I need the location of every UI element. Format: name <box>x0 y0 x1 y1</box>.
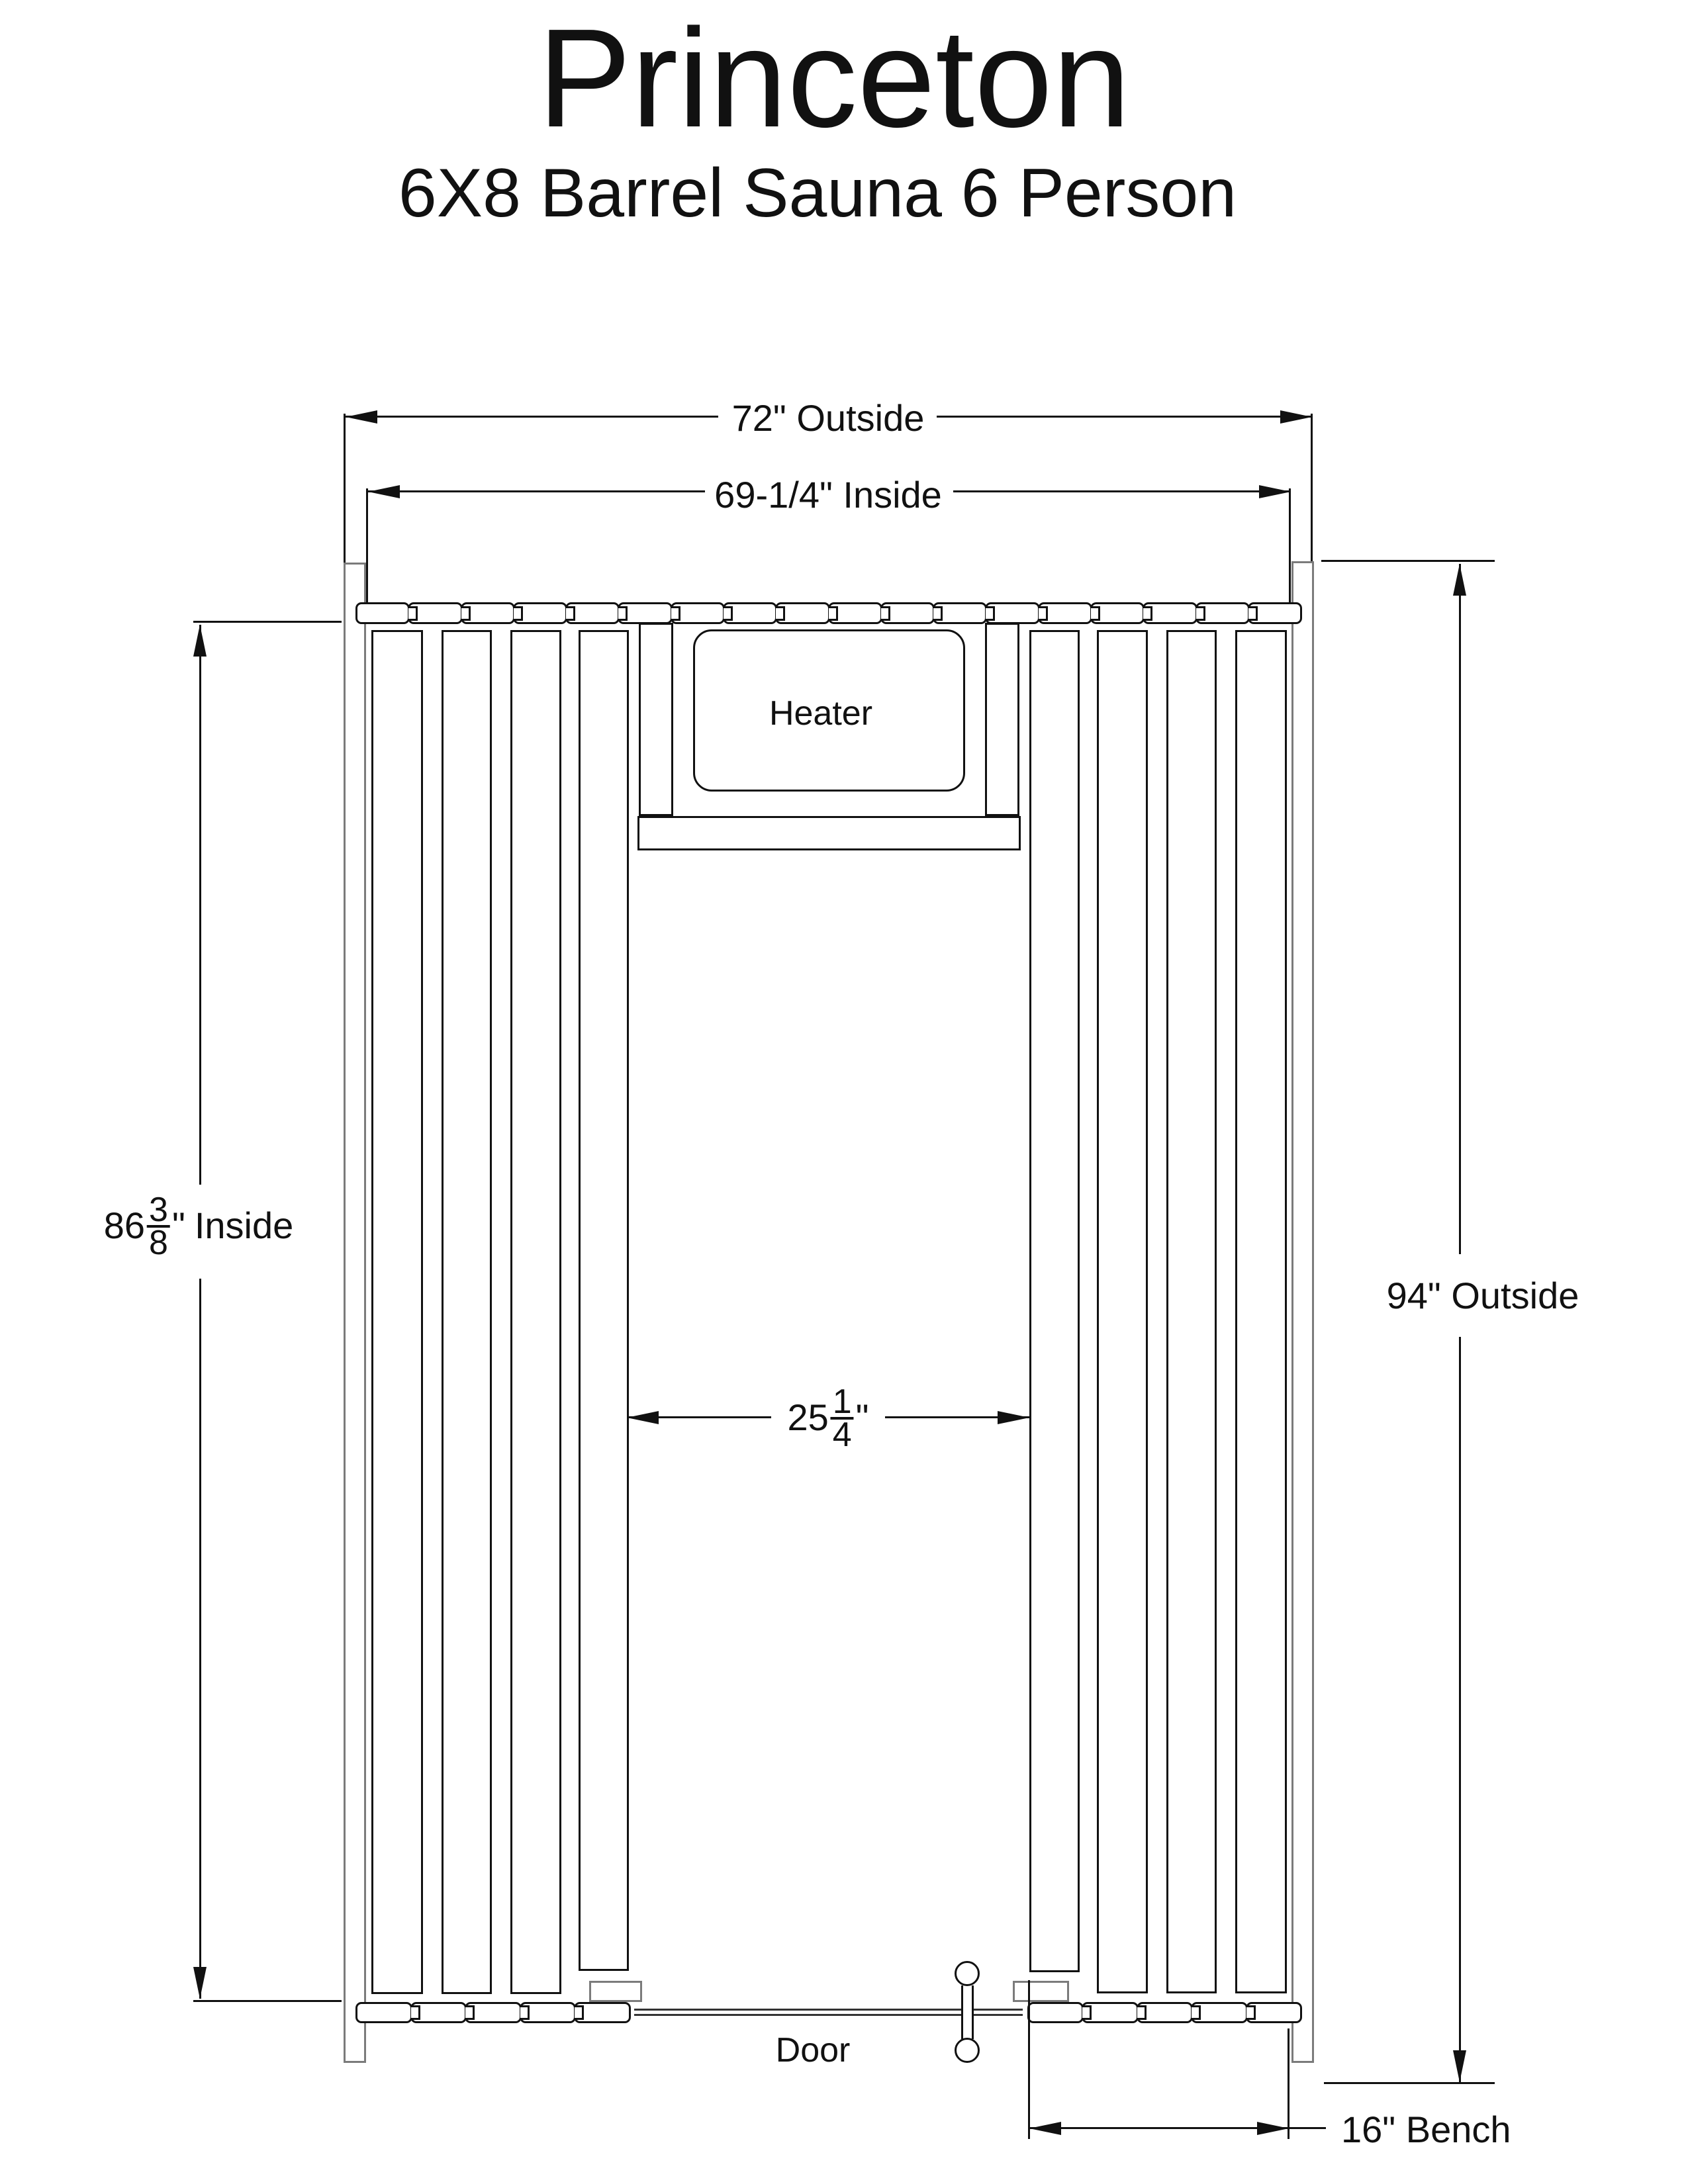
arrowhead-left-icon <box>627 1411 659 1424</box>
stave-joint-notch <box>881 606 890 621</box>
extension-line-outside-width-left <box>344 414 346 563</box>
door-jamb-block-right <box>1013 1981 1069 2002</box>
stave <box>1090 602 1145 624</box>
stave <box>408 602 462 624</box>
stave-band-bottom-left-wall <box>355 2002 631 2023</box>
stave <box>1246 2002 1302 2023</box>
stave-band-top-wall <box>355 602 1302 624</box>
heater-platform <box>637 816 1021 850</box>
fraction-denominator: 4 <box>832 1416 852 1454</box>
stave-joint-notch <box>1248 606 1258 621</box>
arrowhead-left-icon <box>368 485 400 498</box>
stave <box>1082 2002 1138 2023</box>
stave-joint-notch <box>408 606 418 621</box>
inside-height-suffix: Inside <box>194 1204 294 1246</box>
stave-joint-notch <box>1082 2005 1092 2020</box>
stave <box>1137 2002 1193 2023</box>
stave <box>1191 2002 1247 2023</box>
stave <box>1196 602 1250 624</box>
stave-joint-notch <box>566 606 575 621</box>
extension-line-inside-height-bottom <box>193 2000 342 2002</box>
dimension-line-inside-height-bottom <box>199 1279 201 1999</box>
stave-joint-notch <box>1192 2005 1201 2020</box>
stave <box>1143 602 1197 624</box>
stave <box>618 602 672 624</box>
dimension-line-outside-width-left <box>346 416 718 418</box>
bench-plank <box>1097 630 1148 1993</box>
stave-joint-notch <box>1137 2005 1147 2020</box>
heater-label: Heater <box>769 694 873 733</box>
stave <box>520 2002 577 2023</box>
stave-joint-notch <box>671 606 680 621</box>
arrowhead-right-icon <box>1280 410 1312 424</box>
right-wall-strip <box>1291 561 1314 2063</box>
bench-plank <box>442 630 492 1994</box>
bench-plank <box>371 630 423 1994</box>
arrowhead-up-icon <box>193 625 207 657</box>
stave <box>1027 2002 1084 2023</box>
stave <box>985 602 1039 624</box>
stave-joint-notch <box>1143 606 1152 621</box>
stave-joint-notch <box>514 606 523 621</box>
stave <box>465 2002 522 2023</box>
aisle-width-dimension-label <box>780 1383 875 1454</box>
fraction-numerator: 3 <box>147 1195 170 1228</box>
dimension-line-inside-height-top <box>199 625 201 1185</box>
stave-joint-notch <box>1196 606 1205 621</box>
stave <box>723 602 777 624</box>
aisle-fraction <box>831 1383 854 1454</box>
stave-joint-notch <box>776 606 785 621</box>
aisle-whole: 25 <box>787 1396 829 1438</box>
door-handle-bar <box>961 1985 974 2039</box>
stave-joint-notch <box>465 2005 475 2020</box>
stave <box>410 2002 467 2023</box>
outside-height-dimension-label: 94" Outside <box>1380 1275 1586 1317</box>
stave-joint-notch <box>575 2005 584 2020</box>
outside-width-dimension-label: 72" Outside <box>726 397 931 439</box>
extension-line-outside-height-bottom <box>1324 2082 1495 2084</box>
stave-joint-notch <box>986 606 995 621</box>
heater-support-post-left <box>639 623 673 816</box>
inch-mark: " <box>855 1396 869 1438</box>
stave <box>880 602 935 624</box>
stave <box>513 602 567 624</box>
stave-joint-notch <box>1246 2005 1256 2020</box>
inside-width-dimension-label: 69-1/4" Inside <box>708 474 949 516</box>
arrowhead-left-icon <box>346 410 377 424</box>
extension-line-outside-width-right <box>1311 414 1313 563</box>
arrowhead-right-icon <box>1257 2122 1289 2135</box>
door-jamb-block-left <box>589 1981 642 2002</box>
left-wall-strip <box>344 563 366 2063</box>
stave-joint-notch <box>933 606 943 621</box>
bench-depth-dimension-label: 16" Bench <box>1341 2108 1511 2150</box>
fraction-numerator: 1 <box>831 1387 854 1420</box>
arrowhead-right-icon <box>998 1411 1029 1424</box>
dimension-line-inside-width-right <box>953 490 1291 492</box>
stave <box>775 602 829 624</box>
bench-plank <box>1235 630 1287 1993</box>
arrowhead-left-icon <box>1029 2122 1061 2135</box>
stave <box>828 602 882 624</box>
dimension-line-outside-height-bottom <box>1459 1337 1461 2082</box>
stave-joint-notch <box>829 606 838 621</box>
stave-joint-notch <box>411 2005 420 2020</box>
arrowhead-up-icon <box>1453 564 1466 596</box>
stave <box>671 602 725 624</box>
bench-plank <box>1166 630 1217 1993</box>
stave <box>565 602 620 624</box>
dimension-line-inside-width-left <box>368 490 705 492</box>
extension-line-outside-height-top <box>1321 560 1495 562</box>
arrowhead-down-icon <box>1453 2050 1466 2082</box>
bench-plank <box>579 630 629 1971</box>
stave-joint-notch <box>520 2005 530 2020</box>
stave-joint-notch <box>724 606 733 621</box>
stave-joint-notch <box>461 606 471 621</box>
door-label: Door <box>775 2031 851 2070</box>
stave-band-bottom-right-wall <box>1027 2002 1302 2023</box>
bench-plank <box>1029 630 1080 1972</box>
arrowhead-down-icon <box>193 1967 207 1999</box>
stave <box>933 602 987 624</box>
bench-plank <box>510 630 561 1994</box>
dimension-line-outside-height-top <box>1459 564 1461 1254</box>
page-title: Princeton <box>538 0 1131 156</box>
inside-height-whole: 86 <box>103 1204 146 1246</box>
stave <box>461 602 515 624</box>
stave <box>355 602 410 624</box>
heater-support-post-right <box>985 623 1019 816</box>
stave-joint-notch <box>1091 606 1100 621</box>
extension-line-bench-left <box>1028 1980 1030 2139</box>
stave <box>574 2002 631 2023</box>
door-handle-knob-top <box>955 1961 980 1986</box>
page-subtitle: 6X8 Barrel Sauna 6 Person <box>398 155 1237 232</box>
extension-line-inside-width-left <box>366 488 368 602</box>
extension-line-inside-height-top <box>193 621 342 623</box>
door-handle-knob-bottom <box>955 2038 980 2063</box>
extension-line-inside-width-right <box>1289 488 1291 602</box>
stave-joint-notch <box>1039 606 1048 621</box>
inside-height-dimension-label <box>97 1191 301 1262</box>
arrowhead-right-icon <box>1259 485 1291 498</box>
inside-height-fraction <box>147 1191 170 1262</box>
stave <box>1248 602 1302 624</box>
inch-mark: " <box>171 1204 185 1246</box>
dimension-line-outside-width-right <box>937 416 1312 418</box>
stave <box>1038 602 1092 624</box>
fraction-denominator: 8 <box>149 1224 168 1262</box>
stave-joint-notch <box>618 606 628 621</box>
stave <box>355 2002 412 2023</box>
